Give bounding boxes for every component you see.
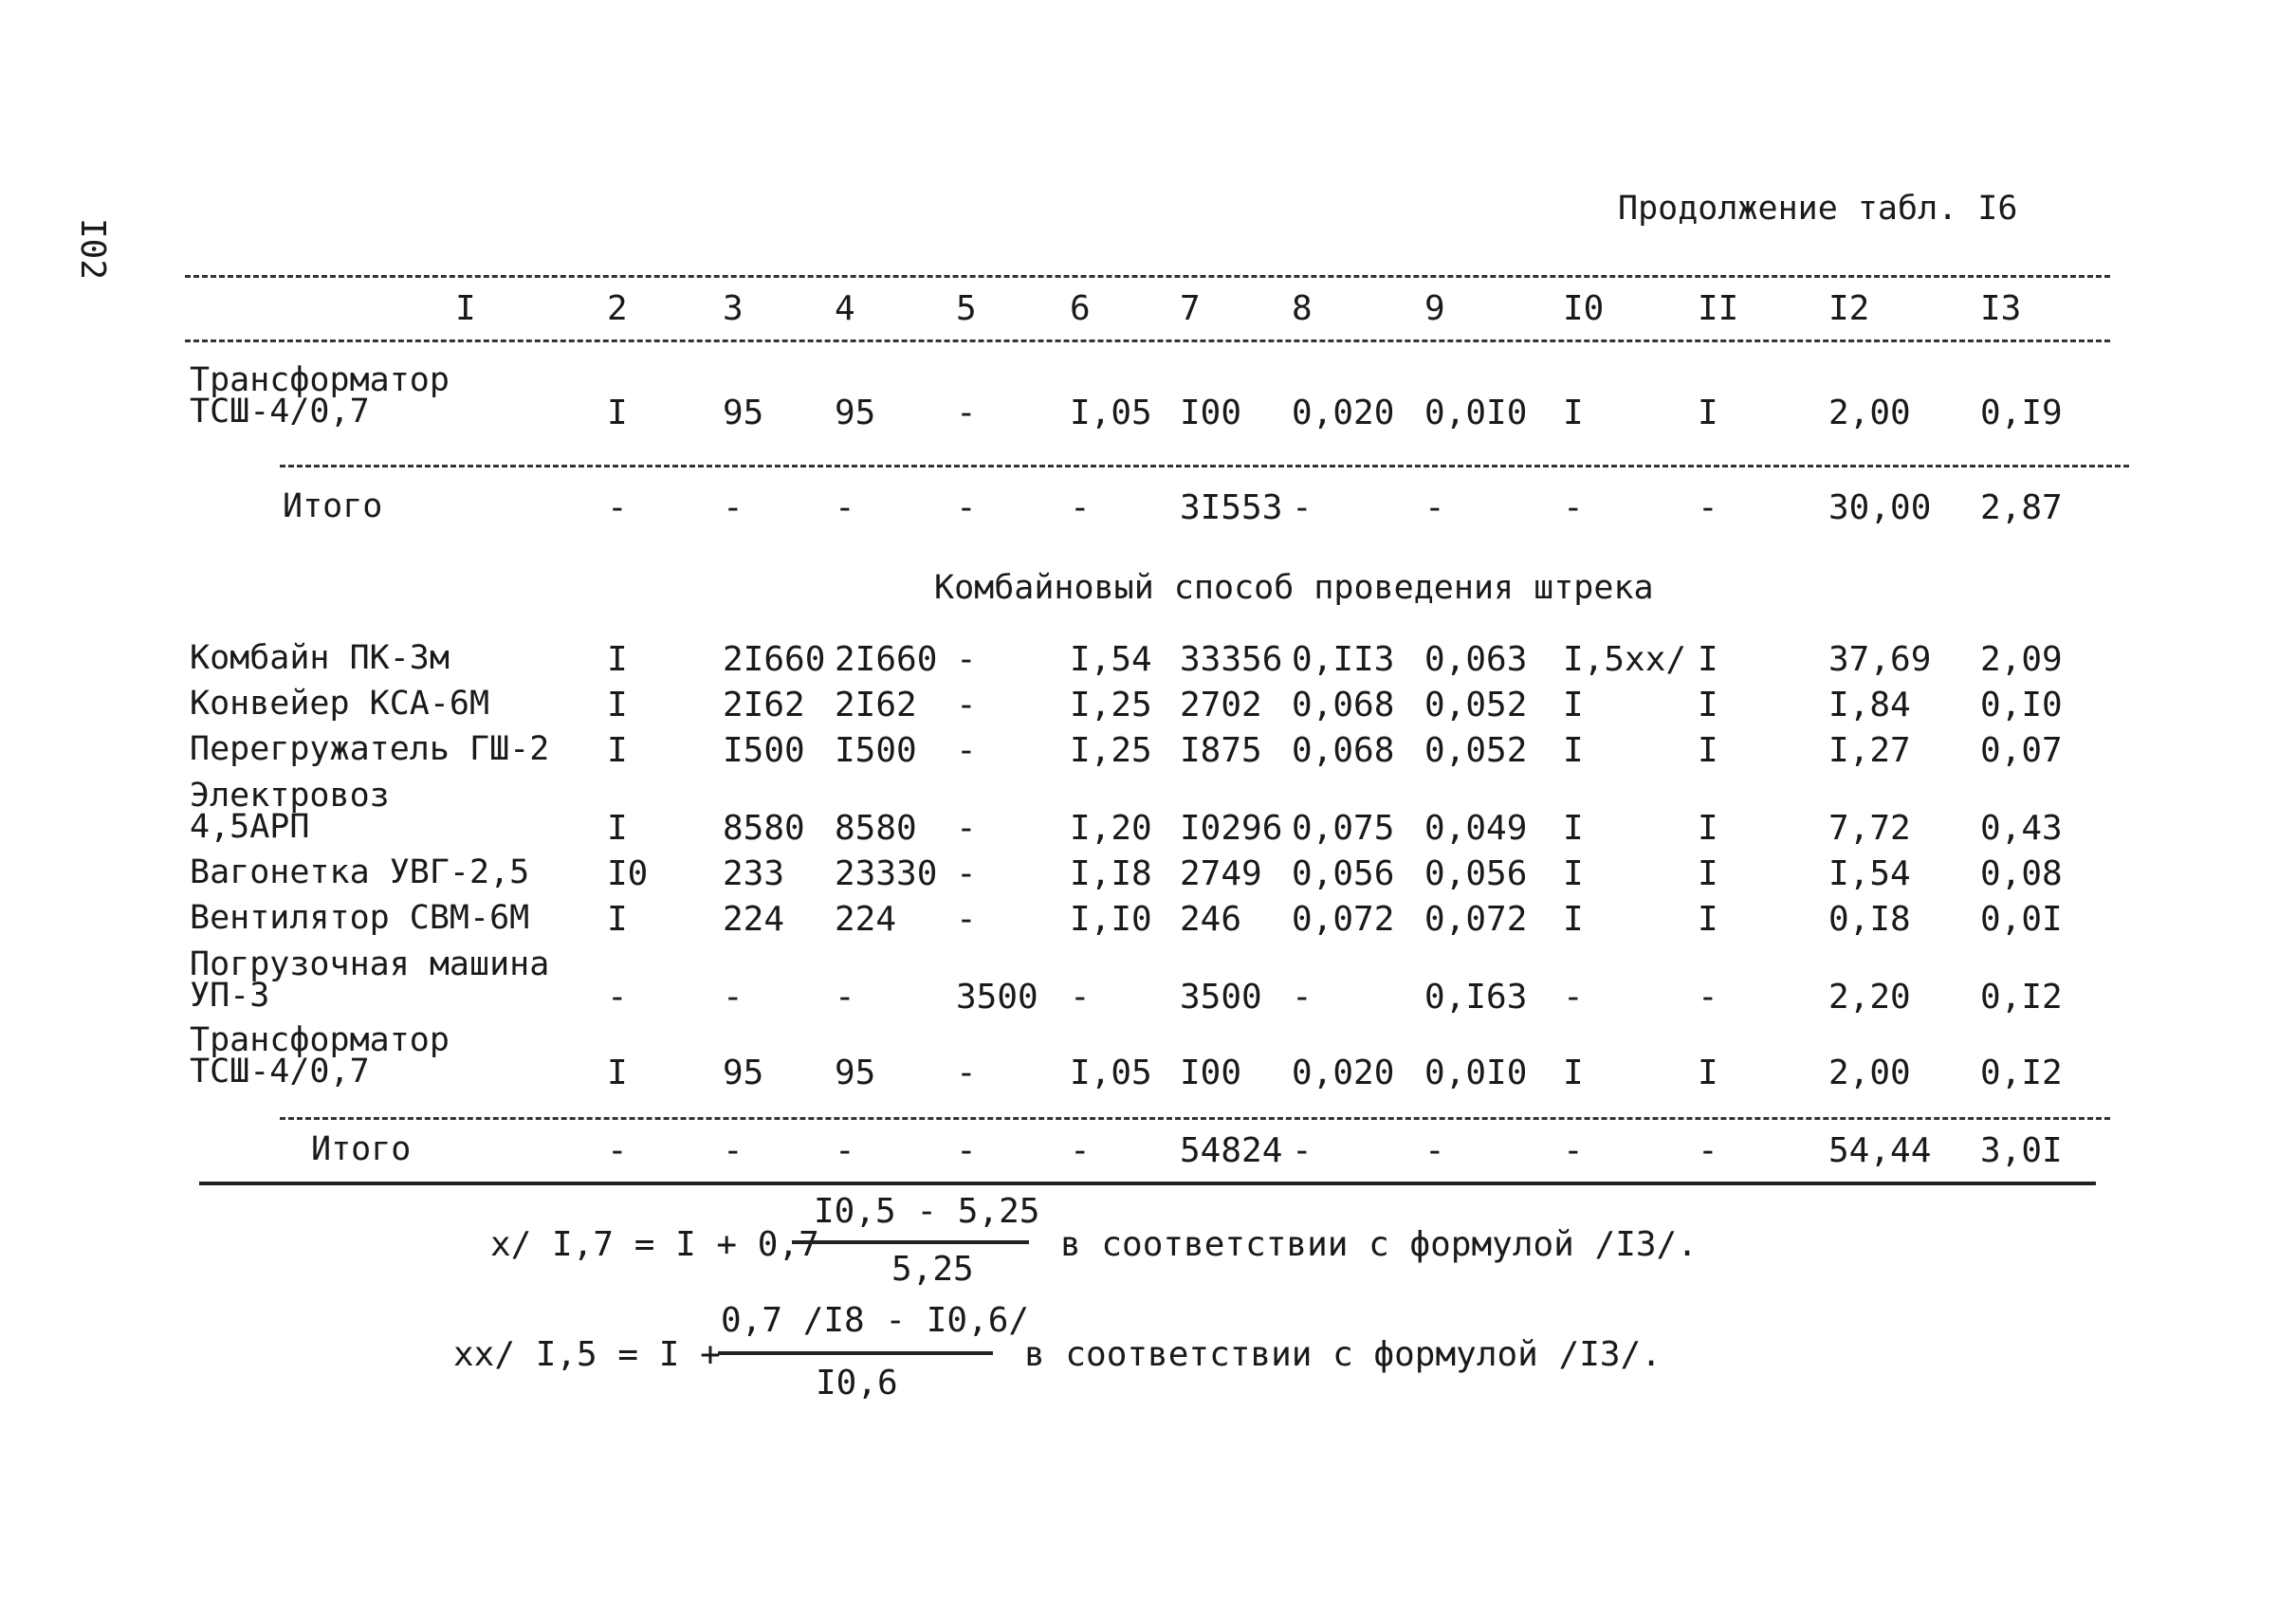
table-cell: 54824 xyxy=(1180,1131,1283,1170)
table-cell: - xyxy=(956,900,977,939)
table-cell: 2I62 xyxy=(835,686,917,724)
table-end-rule xyxy=(199,1182,2096,1185)
table-cell: 3500 xyxy=(956,978,1038,1017)
table-cell: 0,075 xyxy=(1292,809,1395,848)
header-cell: 5 xyxy=(956,289,977,328)
table-cell: I xyxy=(1563,394,1584,432)
table-cell: I xyxy=(607,686,628,724)
table-cell: 0,08 xyxy=(1980,854,2063,893)
table-cell: 0,056 xyxy=(1292,854,1395,893)
table-cell: 0,I9 xyxy=(1980,394,2063,432)
table-cell: - xyxy=(1698,488,1718,527)
table-cell: - xyxy=(1698,978,1718,1017)
table-cell: - xyxy=(956,1131,977,1170)
table-cell: 0,I8 xyxy=(1828,900,1911,939)
table-cell: - xyxy=(1070,1131,1091,1170)
table-cell: I xyxy=(1698,731,1718,770)
table-cell: 0,I2 xyxy=(1980,978,2063,1017)
table-cell: 2,09 xyxy=(1980,640,2063,679)
header-cell: II xyxy=(1698,289,1739,328)
table-cell: 224 xyxy=(723,900,785,939)
table-cell: I,54 xyxy=(1070,640,1152,679)
row-name: Электровоз 4,5АРП xyxy=(190,777,390,846)
table-cell: 2,20 xyxy=(1828,978,1911,1017)
table-cell: 54,44 xyxy=(1828,1131,1932,1170)
row-name: Трансформатор ТСШ-4/0,7 xyxy=(190,1021,450,1091)
row-name: Вентилятор СВМ-6М xyxy=(190,899,530,937)
table-cell: 0,068 xyxy=(1292,731,1395,770)
table-cell: I xyxy=(1563,809,1584,848)
table-cell: I xyxy=(1563,686,1584,724)
footnote-xx-denominator: I0,6 xyxy=(816,1364,898,1402)
table-cell: 0,07 xyxy=(1980,731,2063,770)
row-name: Погрузочная машина УП-3 xyxy=(190,945,550,1015)
table-cell: 95 xyxy=(723,394,764,432)
header-cell: 8 xyxy=(1292,289,1313,328)
table-cell: - xyxy=(1292,488,1313,527)
table-cell: 0,020 xyxy=(1292,1054,1395,1092)
table-cell: I500 xyxy=(835,731,917,770)
header-cell: I0 xyxy=(1563,289,1605,328)
table-cell: 246 xyxy=(1180,900,1242,939)
table-cell: 2749 xyxy=(1180,854,1262,893)
table-cell: I,25 xyxy=(1070,731,1152,770)
table-cell: 2702 xyxy=(1180,686,1262,724)
table-cell: - xyxy=(1563,488,1584,527)
header-cell: 9 xyxy=(1424,289,1445,328)
table-cell: - xyxy=(956,1054,977,1092)
table-cell: 8580 xyxy=(723,809,805,848)
table-cell: I,I0 xyxy=(1070,900,1152,939)
table-cell: I xyxy=(1563,854,1584,893)
table-cell: I xyxy=(1698,686,1718,724)
footnote-x-denominator: 5,25 xyxy=(891,1250,974,1289)
table-cell: 224 xyxy=(835,900,897,939)
table-cell: 0,063 xyxy=(1424,640,1528,679)
table-cell: I xyxy=(1698,394,1718,432)
table-cell: 95 xyxy=(835,1054,876,1092)
table-cell: I xyxy=(607,900,628,939)
footnote-xx-tail: в соответствии с формулой /I3/. xyxy=(1024,1335,1662,1374)
table-cell: 2,00 xyxy=(1828,394,1911,432)
table-cell: 0,072 xyxy=(1424,900,1528,939)
header-top-rule xyxy=(185,275,2110,278)
table-cell: 2I62 xyxy=(723,686,805,724)
table-cell: - xyxy=(1698,1131,1718,1170)
table-cell: 37,69 xyxy=(1828,640,1932,679)
table-cell: - xyxy=(1070,978,1091,1017)
table-cell: 95 xyxy=(835,394,876,432)
table-cell: I xyxy=(607,1054,628,1092)
header-cell: I3 xyxy=(1980,289,2022,328)
table-cell: - xyxy=(607,1131,628,1170)
footnote-x-tail: в соответствии с формулой /I3/. xyxy=(1060,1225,1698,1264)
table-cell: - xyxy=(1292,1131,1313,1170)
table-cell: I xyxy=(1563,1054,1584,1092)
header-cell: I2 xyxy=(1828,289,1870,328)
page-number: I02 xyxy=(73,218,112,281)
table-cell: - xyxy=(835,978,855,1017)
table-cell: 2I660 xyxy=(723,640,826,679)
row-name: Вагонетка УВГ-2,5 xyxy=(190,853,530,891)
table-cell: - xyxy=(1292,978,1313,1017)
table-cell: I,05 xyxy=(1070,1054,1152,1092)
table-cell: - xyxy=(723,978,744,1017)
table-cell: I xyxy=(1563,900,1584,939)
table-cell: 2,00 xyxy=(1828,1054,1911,1092)
header-cell: 7 xyxy=(1180,289,1201,328)
table-cell: I xyxy=(607,394,628,432)
table-cell: I,84 xyxy=(1828,686,1911,724)
table-cell: 3I553 xyxy=(1180,488,1283,527)
table-cell: - xyxy=(835,488,855,527)
table-cell: I,05 xyxy=(1070,394,1152,432)
table-cell: 0,I0 xyxy=(1980,686,2063,724)
table-cell: - xyxy=(956,854,977,893)
table-cell: - xyxy=(956,809,977,848)
table-cell: 3,0I xyxy=(1980,1131,2063,1170)
table-cell: 0,068 xyxy=(1292,686,1395,724)
table-cell: I xyxy=(1698,809,1718,848)
row-name: Итого xyxy=(311,1130,412,1168)
footnote-x-fraction-bar xyxy=(792,1240,1029,1244)
table-cell: I xyxy=(1698,900,1718,939)
table-cell: I,54 xyxy=(1828,854,1911,893)
table-cell: 0,020 xyxy=(1292,394,1395,432)
table-cell: 0,I63 xyxy=(1424,978,1528,1017)
table-cell: 30,00 xyxy=(1828,488,1932,527)
row-name: Перегружатель ГШ-2 xyxy=(190,730,550,768)
table-caption: Продолжение табл. I6 xyxy=(1618,190,2018,228)
table-cell: 3500 xyxy=(1180,978,1262,1017)
footnote-x-lhs: х/ I,7 = I + 0,7 xyxy=(490,1225,819,1264)
row-name: Трансформатор ТСШ-4/0,7 xyxy=(190,361,450,431)
table-cell: 0,I2 xyxy=(1980,1054,2063,1092)
table-cell: I xyxy=(607,640,628,679)
header-cell: 2 xyxy=(607,289,628,328)
table-cell: 95 xyxy=(723,1054,764,1092)
table-cell: I,5хх/ xyxy=(1563,640,1687,679)
table-cell: - xyxy=(1424,488,1445,527)
table-cell: - xyxy=(723,1131,744,1170)
table-cell: - xyxy=(956,686,977,724)
row-name: Комбайн ПК-3м xyxy=(190,639,450,677)
table-cell: - xyxy=(1424,1131,1445,1170)
header-cell: 6 xyxy=(1070,289,1091,328)
section-title: Комбайновый способ проведения штрека xyxy=(934,569,1654,607)
row-name: Итого xyxy=(283,487,383,525)
table-cell: - xyxy=(835,1131,855,1170)
table-cell: I,27 xyxy=(1828,731,1911,770)
table-cell: 2I660 xyxy=(835,640,938,679)
table-cell: I xyxy=(1698,854,1718,893)
table-cell: - xyxy=(956,731,977,770)
table-cell: - xyxy=(956,488,977,527)
table-cell: I xyxy=(1698,640,1718,679)
table-cell: 0,0I xyxy=(1980,900,2063,939)
table-cell: - xyxy=(1563,1131,1584,1170)
footnote-xx-lhs: хх/ I,5 = I + xyxy=(453,1335,721,1374)
subtotal-rule-1 xyxy=(280,465,2129,467)
table-cell: 8580 xyxy=(835,809,917,848)
table-cell: - xyxy=(607,978,628,1017)
table-cell: I xyxy=(607,731,628,770)
table-cell: I00 xyxy=(1180,394,1242,432)
footnote-x-numerator: I0,5 - 5,25 xyxy=(814,1192,1040,1231)
table-cell: I0296 xyxy=(1180,809,1283,848)
table-cell: 7,72 xyxy=(1828,809,1911,848)
table-cell: - xyxy=(607,488,628,527)
table-cell: I500 xyxy=(723,731,805,770)
table-cell: 2,87 xyxy=(1980,488,2063,527)
row-name: Конвейер КСА-6М xyxy=(190,685,490,723)
table-cell: 0,43 xyxy=(1980,809,2063,848)
table-cell: - xyxy=(956,394,977,432)
table-cell: - xyxy=(1563,978,1584,1017)
table-cell: 0,049 xyxy=(1424,809,1528,848)
table-cell: 0,II3 xyxy=(1292,640,1395,679)
table-cell: I,20 xyxy=(1070,809,1152,848)
footnote-xx-fraction-bar xyxy=(718,1351,993,1355)
table-cell: - xyxy=(1070,488,1091,527)
table-cell: I,I8 xyxy=(1070,854,1152,893)
table-cell: 0,0I0 xyxy=(1424,1054,1528,1092)
header-cell: 3 xyxy=(723,289,744,328)
table-cell: 0,056 xyxy=(1424,854,1528,893)
table-cell: I xyxy=(1563,731,1584,770)
table-cell: 233 xyxy=(723,854,785,893)
table-cell: 0,0I0 xyxy=(1424,394,1528,432)
table-cell: 0,072 xyxy=(1292,900,1395,939)
table-cell: - xyxy=(956,640,977,679)
header-bottom-rule xyxy=(185,339,2110,342)
subtotal-rule-2 xyxy=(280,1117,2110,1120)
table-cell: 0,052 xyxy=(1424,731,1528,770)
footnote-xx-numerator: 0,7 /I8 - I0,6/ xyxy=(721,1301,1030,1340)
table-cell: I,25 xyxy=(1070,686,1152,724)
header-cell: I xyxy=(455,289,476,328)
table-cell: I875 xyxy=(1180,731,1262,770)
table-cell: 33356 xyxy=(1180,640,1283,679)
table-cell: I0 xyxy=(607,854,649,893)
table-cell: I00 xyxy=(1180,1054,1242,1092)
header-cell: 4 xyxy=(835,289,855,328)
table-cell: 0,052 xyxy=(1424,686,1528,724)
table-cell: - xyxy=(723,488,744,527)
table-cell: 23330 xyxy=(835,854,938,893)
table-cell: I xyxy=(607,809,628,848)
table-cell: I xyxy=(1698,1054,1718,1092)
